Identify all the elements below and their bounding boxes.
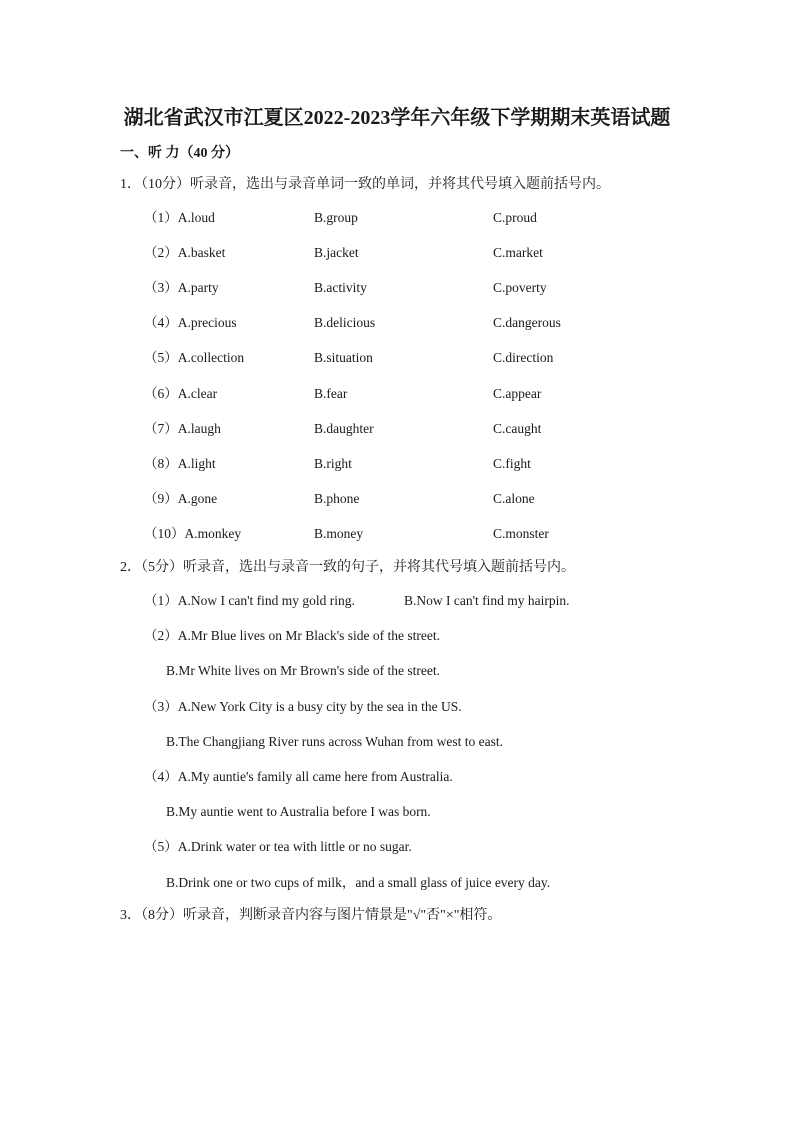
option-c: C.direction [493, 350, 554, 365]
option-b: B.situation [314, 350, 373, 365]
sentence-option-a: （4）A.My auntie's family all came here from Australia. [144, 769, 453, 784]
question-1-row [144, 454, 704, 474]
option-b: B.right [314, 456, 352, 471]
question-1-row [144, 243, 704, 263]
option-b: B.phone [314, 491, 360, 506]
question-2-stem: 2．（5分）听录音，选出与录音一致的句子，并将其代号填入题前括号内。 [120, 560, 575, 575]
option-a: （4）A.precious [144, 315, 237, 330]
option-b: B.jacket [314, 245, 359, 260]
option-c: C.proud [493, 210, 537, 225]
sentence-option-b: B.Drink one or two cups of milk，and a small glass of juice every day. [166, 875, 551, 890]
option-b: B.group [314, 210, 358, 225]
question-1-stem: 1．（10分）听录音，选出与录音单词一致的单词，并将其代号填入题前括号内。 [120, 177, 610, 192]
exam-title: 湖北省武汉市江夏区2022-2023学年六年级下学期期末英语试题 [123, 107, 671, 129]
sentence-option-b: B.Now I can't find my hairpin. [404, 593, 570, 608]
option-a: （10）A.monkey [144, 526, 242, 541]
option-a: （9）A.gone [144, 491, 218, 506]
option-c: C.appear [493, 386, 542, 401]
question-1-row [144, 384, 704, 404]
question-2-item [144, 591, 704, 611]
option-c: C.monster [493, 526, 549, 541]
option-a: （7）A.laugh [144, 421, 221, 436]
sentence-option-b: B.Mr White lives on Mr Brown's side of the street. [166, 663, 441, 678]
question-1-row [144, 313, 704, 333]
option-c: C.poverty [493, 280, 547, 295]
sentence-option-b: B.The Changjiang River runs across Wuhan from west to east. [166, 734, 504, 749]
question-1-row [144, 348, 704, 368]
question-1-row [144, 419, 704, 439]
sentence-option-a: （5）A.Drink water or tea with little or no sugar. [144, 839, 412, 854]
question-1-row [144, 278, 704, 298]
option-b: B.money [314, 526, 364, 541]
sentence-option-a: （1）A.Now I can't find my gold ring. [144, 593, 355, 608]
option-b: B.delicious [314, 315, 376, 330]
option-a: （8）A.light [144, 456, 216, 471]
option-c: C.fight [493, 456, 531, 471]
option-b: B.activity [314, 280, 367, 295]
option-c: C.caught [493, 421, 542, 436]
sentence-option-b: B.My auntie went to Australia before I was born. [166, 804, 431, 819]
option-a: （2）A.basket [144, 245, 226, 260]
option-b: B.fear [314, 386, 348, 401]
option-a: （6）A.clear [144, 386, 218, 401]
option-a: （3）A.party [144, 280, 219, 295]
option-c: C.market [493, 245, 543, 260]
question-3-stem: 3．（8分）听录音，判断录音内容与图片情景是"√"否"×"相符。 [120, 908, 502, 923]
question-1-row [144, 489, 704, 509]
question-1-row [144, 524, 704, 544]
option-a: （1）A.loud [144, 210, 215, 225]
sentence-option-a: （3）A.New York City is a busy city by the sea in the US. [144, 699, 462, 714]
sentence-option-a: （2）A.Mr Blue lives on Mr Black's side of the street. [144, 628, 441, 643]
option-c: C.dangerous [493, 315, 561, 330]
option-a: （5）A.collection [144, 350, 245, 365]
option-b: B.daughter [314, 421, 374, 436]
section-heading-listening: 一、听 力（40 分） [120, 146, 239, 161]
question-1-row [144, 208, 704, 228]
option-c: C.alone [493, 491, 535, 506]
